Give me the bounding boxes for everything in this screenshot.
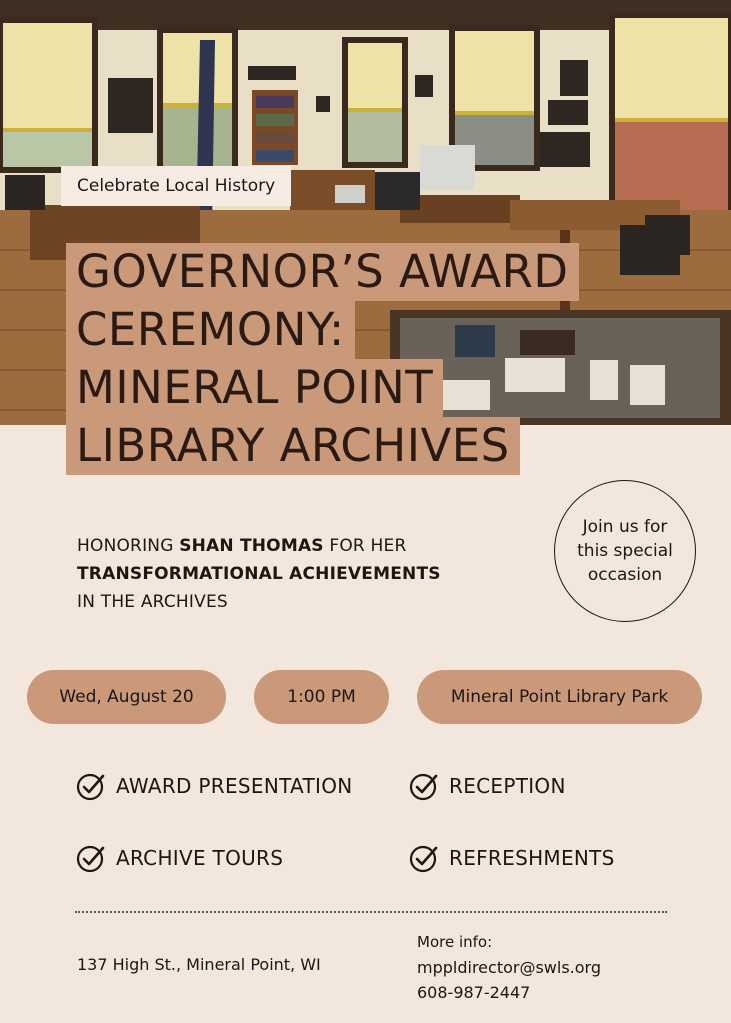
feature-label: AWARD PRESENTATION xyxy=(116,774,353,798)
event-date: Wed, August 20 xyxy=(59,687,194,707)
invite-circle xyxy=(554,480,696,622)
feature-label: REFRESHMENTS xyxy=(449,846,615,870)
check-circle-icon xyxy=(409,771,439,801)
honoring-prefix: HONORING xyxy=(77,536,180,556)
check-circle-icon xyxy=(409,843,439,873)
honoree-name: SHAN THOMAS xyxy=(179,536,324,556)
honoring-suffix: IN THE ARCHIVES xyxy=(77,592,228,612)
dotted-divider xyxy=(75,911,667,913)
address: 137 High St., Mineral Point, WI xyxy=(77,955,321,974)
celebrate-tag: Celebrate Local History xyxy=(61,166,291,206)
event-location: Mineral Point Library Park xyxy=(450,687,669,707)
title-line-3: MINERAL POINT xyxy=(66,359,443,417)
title-line-4: LIBRARY ARCHIVES xyxy=(66,417,520,475)
time-pill xyxy=(254,670,389,724)
achievement-text: TRANSFORMATIONAL ACHIEVEMENTS xyxy=(77,564,441,584)
check-circle-icon xyxy=(76,843,106,873)
invite-text: Join us for this special occasion xyxy=(577,517,673,585)
contact-email[interactable]: mppldirector@swls.org xyxy=(417,958,601,977)
date-pill xyxy=(27,670,226,724)
feature-reception xyxy=(409,771,566,801)
feature-refreshments xyxy=(409,843,615,873)
contact-phone[interactable]: 608-987-2447 xyxy=(417,983,531,1002)
feature-award-presentation xyxy=(76,771,353,801)
feature-archive-tours xyxy=(76,843,283,873)
honoring-text xyxy=(77,532,517,616)
more-info xyxy=(417,930,601,1005)
location-pill xyxy=(417,670,702,724)
event-time: 1:00 PM xyxy=(287,687,356,707)
feature-label: RECEPTION xyxy=(449,774,566,798)
feature-label: ARCHIVE TOURS xyxy=(116,846,284,870)
title-line-2: CEREMONY: xyxy=(66,301,355,359)
check-circle-icon xyxy=(76,771,106,801)
more-info-label: More info: xyxy=(417,933,493,951)
title-line-1: GOVERNOR’S AWARD xyxy=(66,243,579,301)
honoring-middle: FOR HER xyxy=(323,536,407,556)
